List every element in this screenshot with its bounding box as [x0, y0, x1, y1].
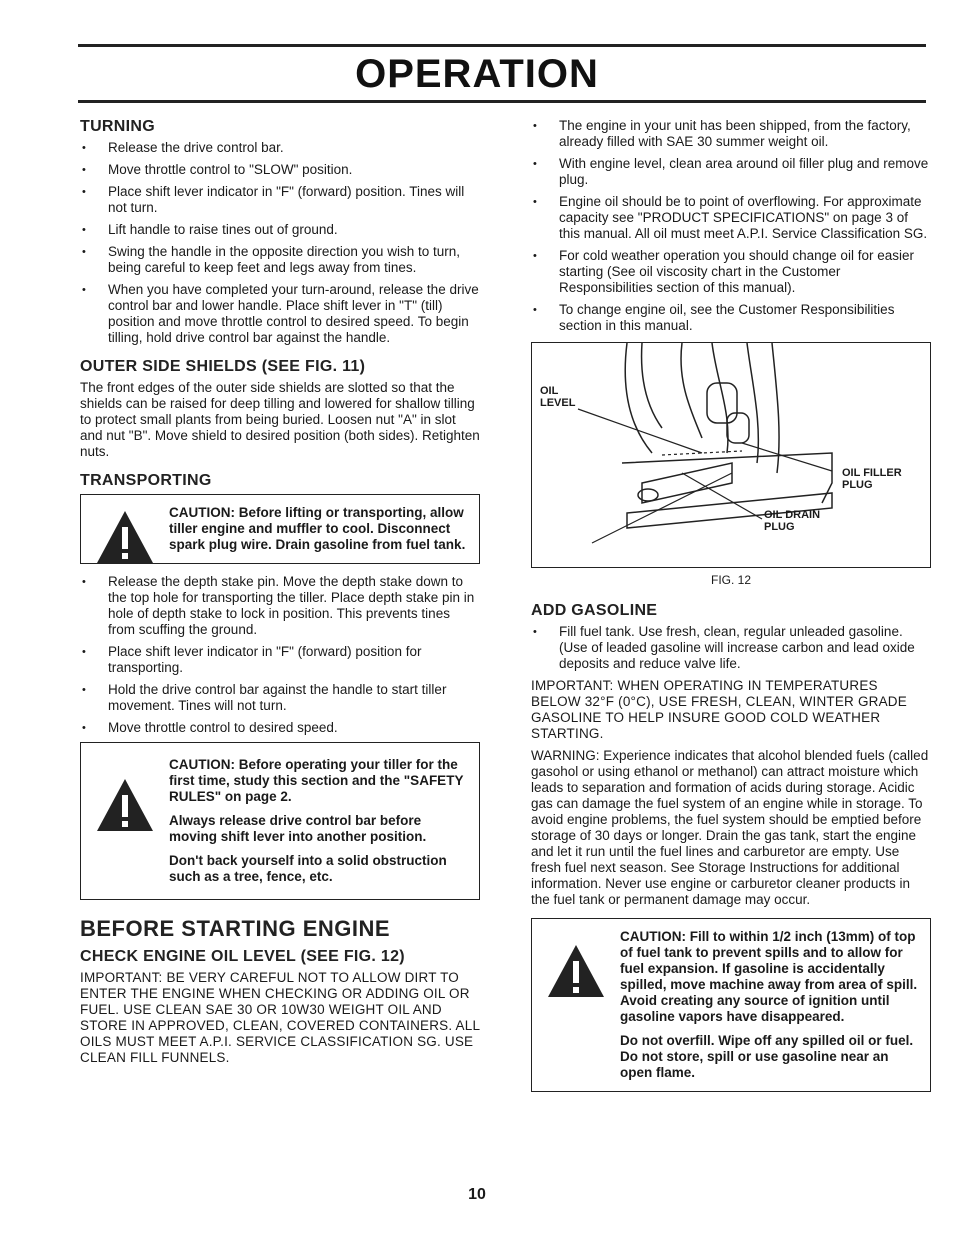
caution-text: Don't back yourself into a solid obstruction such as a tree, fence, etc.	[169, 853, 447, 884]
caution-text: Always release drive control bar before moving shift lever into another position.	[169, 813, 427, 844]
before-starting-heading: BEFORE STARTING ENGINE	[80, 916, 391, 941]
list-item: • For cold weather operation you should change oil for easier starting (See oil viscosity chart in the Customer Responsibilities section of this manual).	[531, 248, 931, 296]
add-gasoline-section	[531, 602, 931, 1092]
before-starting-section	[80, 916, 480, 1066]
transporting-heading: TRANSPORTING	[80, 472, 212, 489]
list-item: • Hold the drive control bar against the handle to start tiller movement. Tines will not turn.	[80, 682, 480, 714]
list-item: • Move throttle control to desired speed.	[80, 720, 480, 736]
engine-oil-diagram	[532, 343, 929, 565]
add-gasoline-heading: ADD GASOLINE	[531, 602, 658, 619]
list-item: • Swing the handle in the opposite direction you wish to turn, being careful to keep feet and legs away from tines.	[80, 244, 480, 276]
list-item: • Move throttle control to "SLOW" position.	[80, 162, 480, 178]
warning-icon	[95, 509, 155, 565]
oil-list	[531, 118, 931, 334]
figure-12	[531, 342, 931, 568]
oil-level-label: OIL LEVEL	[540, 385, 576, 409]
oil-filler-plug-label: OIL FILLER PLUG	[842, 467, 902, 491]
left-column	[80, 118, 480, 1072]
warning-icon	[95, 777, 155, 833]
caution-text: CAUTION: Before operating your tiller for the first time, study this section and the "SAFETY RULES" on page 2.	[169, 757, 464, 804]
turning-heading: TURNING	[80, 118, 155, 135]
outer-side-shields-heading: OUTER SIDE SHIELDS (SEE FIG. 11)	[80, 358, 366, 375]
list-item: • Place shift lever indicator in "F" (forward) position for transporting.	[80, 644, 480, 676]
turning-list	[80, 140, 480, 346]
oil-drain-plug-label: OIL DRAIN PLUG	[764, 509, 821, 533]
warning-icon	[546, 943, 606, 999]
caution-text: CAUTION: Before lifting or transporting, allow tiller engine and muffler to cool. Disconnect spark plug wire. Drain gasoline from fuel tank.	[169, 505, 466, 552]
figure-caption: FIG. 12	[710, 573, 751, 587]
list-item: • To change engine oil, see the Customer Responsibilities section in this manual.	[531, 302, 931, 334]
caution-text: Do not overfill. Wipe off any spilled oil or fuel. Do not store, spill or use gasoline near an open flame.	[620, 1033, 914, 1080]
list-item: • Fill fuel tank. Use fresh, clean, regular unleaded gasoline. (Use of leaded gasoline will increase carbon and lead oxide deposits and reduce valve life.	[531, 624, 931, 672]
outer-side-shields-section	[80, 358, 480, 460]
title-rule	[78, 100, 926, 103]
transporting-list	[80, 574, 480, 736]
list-item: • Release the drive control bar.	[80, 140, 480, 156]
top-rule	[78, 44, 926, 47]
caution-box-gasoline	[531, 918, 931, 1092]
turning-section	[80, 118, 480, 346]
transporting-section	[80, 472, 480, 900]
gasoline-list	[531, 624, 931, 672]
caution-box-transport	[80, 494, 480, 564]
list-item: • The engine in your unit has been shipped, from the factory, already filled with SAE 30 summer weight oil.	[531, 118, 931, 150]
outer-side-shields-text: The front edges of the outer side shields are slotted so that the shields can be raised for deep tilling and lowered for shallow tilling to protect small plants from being buried. Loosen nut "A" in slot and nut "B". Move shield to desired position (both sides). Retighten nuts.	[80, 380, 480, 459]
caution-box-operating	[80, 742, 480, 900]
list-item: • When you have completed your turn-around, release the drive control bar and lower handle. Place shift lever in "T" (till) position and move throttle control to desired speed. To begin tilling, hold drive control bar against the handle.	[80, 282, 480, 346]
important-note: IMPORTANT: BE VERY CAREFUL NOT TO ALLOW DIRT TO ENTER THE ENGINE WHEN CHECKING OR ADDING OIL OR FUEL. USE CLEAN SAE 30 OR 10W30 WEIGHT OIL AND STORE IN APPROVED, CLEAN, COVERED CONTAINERS. ALL OILS MUST MEET A.P.I. SERVICE CLASSIFICATION SG. USE CLEAN FILL FUNNELS.	[80, 970, 480, 1065]
list-item: • Engine oil should be to point of overflowing. For approximate capacity see "PRODUCT SPECIFICATIONS" on page 3 of this manual. All oil must meet A.P.I. Service Classification SG.	[531, 194, 931, 242]
right-column	[531, 118, 931, 1102]
important-note: IMPORTANT: WHEN OPERATING IN TEMPERATURES BELOW 32°F (0°C), USE FRESH, CLEAN, WINTER GRADE GASOLINE TO HELP INSURE GOOD COLD WEATHER STARTING.	[531, 678, 907, 741]
list-item: • With engine level, clean area around oil filler plug and remove plug.	[531, 156, 931, 188]
warning-text: WARNING: Experience indicates that alcohol blended fuels (called gasohol or using ethanol or methanol) can attract moisture which leads to separation and formation of acids during storage. Acidic gas can damage the fuel system of an engine while in storage. To avoid engine problems, the fuel system should be emptied before storage of 30 days or longer. Drain the gas tank, start the engine and let it run until the fuel lines and carburetor are empty. Use fresh fuel next season. See Storage Instructions for additional information. Never use engine or carburetor cleaner products in the fuel tank or permanent damage may occur.	[531, 748, 929, 907]
list-item: • Release the depth stake pin. Move the depth stake down to the top hole for transporting the tiller. Place depth stake pin in hole of depth stake to lock in position. This prevents tines from scuffing the ground.	[80, 574, 480, 638]
list-item: • Lift handle to raise tines out of ground.	[80, 222, 480, 238]
caution-text: CAUTION: Fill to within 1/2 inch (13mm) of top of fuel tank to prevent spills and to allow for fuel expansion. If gasoline is accidentally spilled, move machine away from area of spill. Avoid creating any source of ignition until gasoline vapors have disappeared.	[620, 929, 918, 1024]
check-oil-heading: CHECK ENGINE OIL LEVEL (SEE FIG. 12)	[80, 948, 405, 965]
list-item: • Place shift lever indicator in "F" (forward) position. Tines will not turn.	[80, 184, 480, 216]
page-title: OPERATION	[355, 52, 599, 96]
page-number: 10	[468, 1186, 486, 1203]
